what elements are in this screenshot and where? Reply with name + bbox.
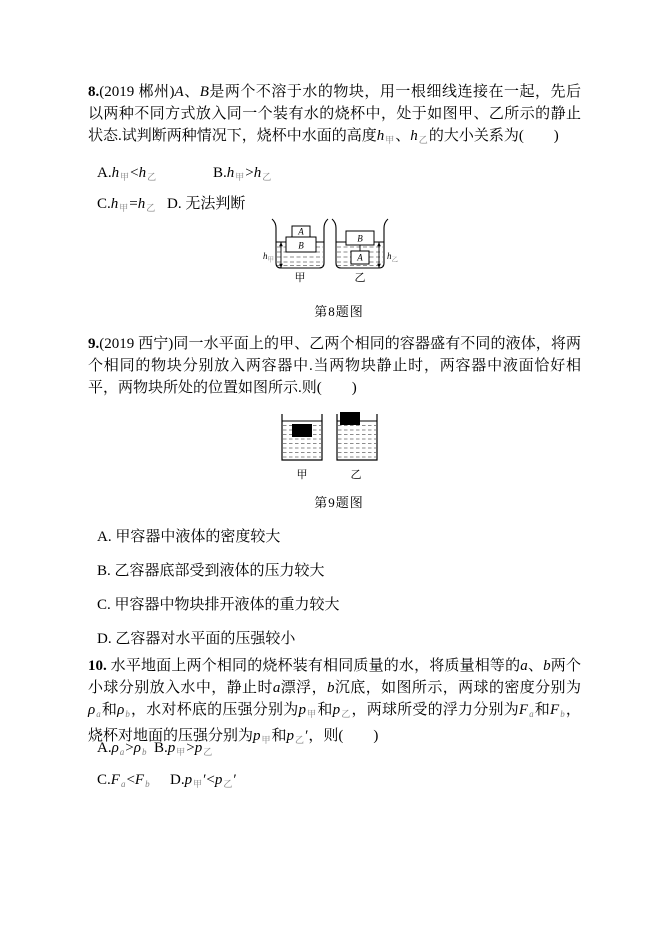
- text-segment: >: [245, 165, 254, 181]
- text-segment: ′，则( ): [305, 728, 379, 744]
- text-segment: 甲: [120, 172, 130, 182]
- text-segment: h: [138, 165, 147, 181]
- text-segment: (2019 郴州): [99, 84, 175, 100]
- text-segment: p: [167, 740, 176, 756]
- text-segment: 和: [101, 702, 118, 718]
- text-segment: ′: [233, 772, 237, 788]
- text-segment: 乙: [146, 203, 156, 213]
- text-segment: 10.: [88, 658, 107, 674]
- text-segment: p: [214, 772, 223, 788]
- block-b-right-label: B: [357, 233, 363, 244]
- text-segment: b: [125, 709, 130, 719]
- text-segment: 水平地面上两个相同的烧杯装有相同质量的水，将质量相等的: [106, 658, 521, 674]
- q8-option-a: [97, 163, 157, 187]
- text-segment: 两个小球分别放入水中，静止时: [88, 658, 581, 696]
- text-segment: p: [332, 702, 341, 718]
- text-segment: h: [410, 128, 418, 144]
- text-segment: >: [125, 740, 134, 756]
- text-segment: b: [141, 747, 147, 757]
- figure-8-caption: 第8题图: [314, 304, 364, 319]
- text-segment: p: [298, 702, 306, 718]
- text-segment: 乙: [223, 779, 233, 789]
- text-segment: a: [119, 747, 125, 757]
- floating-block: [340, 412, 360, 425]
- q10-option-c: [97, 770, 151, 794]
- text-segment: 、: [527, 658, 544, 674]
- text-segment: A: [174, 84, 184, 100]
- text-segment: ρ: [133, 740, 141, 756]
- text-segment: 、: [183, 84, 200, 100]
- q8-option-d: [167, 194, 245, 214]
- text-segment: C.: [97, 772, 111, 788]
- text-segment: ρ: [111, 740, 119, 756]
- text-segment: F: [518, 702, 529, 718]
- text-segment: ，烧杯对地面的压强分别为: [88, 702, 581, 744]
- q10-option-b: [154, 738, 213, 762]
- h-jia-label: h甲: [263, 251, 274, 264]
- text-segment: 8.: [88, 84, 100, 100]
- container-yi: [337, 412, 377, 481]
- figure-8: [256, 218, 406, 290]
- text-segment: 乙: [147, 172, 157, 182]
- container-yi-label: 乙: [350, 469, 362, 481]
- text-segment: D.: [170, 772, 185, 788]
- text-segment: B.: [213, 165, 227, 181]
- text-segment: a: [529, 709, 534, 719]
- text-segment: h: [253, 165, 262, 181]
- text-segment: B: [199, 84, 209, 100]
- text-segment: 的大小关系为( ): [428, 128, 559, 144]
- text-segment: 乙: [341, 709, 351, 719]
- block-a-right-label: A: [357, 252, 363, 263]
- q8-option-b: [213, 163, 272, 187]
- beaker-yi: [332, 219, 399, 284]
- question-9-stem: [88, 333, 581, 399]
- question-8-stem: [88, 81, 581, 151]
- text-segment: ′<: [203, 772, 215, 788]
- submerged-block: [292, 424, 312, 437]
- beaker-jia-label: 甲: [294, 272, 306, 284]
- text-segment: p: [194, 740, 203, 756]
- text-segment: h: [226, 165, 235, 181]
- q9-option-a: A. 甲容器中液体的密度较大: [97, 529, 281, 545]
- text-segment: 乙: [295, 735, 305, 745]
- figure-9-caption: 第9题图: [314, 495, 364, 510]
- text-segment: A.: [97, 740, 112, 756]
- text-segment: a: [96, 709, 101, 719]
- text-segment: >: [186, 740, 195, 756]
- text-segment: b: [145, 779, 150, 789]
- text-segment: 是两个不溶于水的物块，用一根细线连接在一起，先后以两种不同方式放入同一个装有水的烧杯中，处于如图甲、乙所示的静止状态.试判断两种情况下，烧杯中水面的高度: [88, 84, 581, 144]
- figure-9: [278, 410, 382, 484]
- text-segment: (2019 西宁)同一水平面上的甲、乙两个相同的容器盛有不同的液体，将两个相同的物块分别放入两容器中.当两物块静止时，两容器中液面恰好相平，两物块所处的位置如图所示.则( ): [88, 336, 581, 396]
- text-segment: D. 无法判断: [167, 196, 246, 212]
- text-segment: 甲: [385, 135, 395, 145]
- beaker-jia: [263, 219, 328, 284]
- text-segment: 9.: [88, 336, 100, 352]
- text-segment: F: [134, 772, 145, 788]
- text-segment: <: [126, 772, 135, 788]
- text-segment: h: [137, 196, 146, 212]
- text-segment: ，两球所受的浮力分别为: [351, 702, 519, 718]
- text-segment: 甲: [235, 172, 245, 182]
- text-segment: 和: [271, 728, 287, 744]
- text-segment: p: [184, 772, 193, 788]
- h-yi-label: h乙: [387, 251, 398, 264]
- text-segment: 甲: [119, 203, 129, 213]
- height-arrow-jia: [279, 242, 283, 268]
- height-arrow-yi: [377, 242, 381, 268]
- text-segment: a: [120, 779, 126, 789]
- q9-option-c: C. 甲容器中物块排开液体的重力较大: [97, 597, 340, 613]
- text-segment: 甲: [193, 779, 203, 789]
- text-segment: C.: [97, 196, 111, 212]
- text-segment: 、: [395, 128, 411, 144]
- text-segment: 漂浮，: [280, 680, 327, 696]
- text-segment: h: [376, 128, 385, 144]
- q10-option-a: [97, 738, 147, 762]
- block-a-left-label: A: [298, 226, 304, 237]
- q9-option-b: B. 乙容器底部受到液体的压力较大: [97, 563, 325, 579]
- text-segment: a: [272, 680, 281, 696]
- container-jia: [282, 414, 322, 481]
- text-segment: ρ: [117, 702, 125, 718]
- q10-option-d: [170, 770, 237, 794]
- text-segment: 甲: [306, 709, 317, 719]
- text-segment: p: [286, 728, 295, 744]
- text-segment: <: [130, 165, 139, 181]
- text-segment: B.: [154, 740, 168, 756]
- text-segment: ρ: [88, 702, 96, 718]
- text-segment: h: [111, 165, 120, 181]
- text-segment: 沉底，如图所示，两球的密度分别为: [334, 680, 581, 696]
- text-segment: A.: [97, 165, 112, 181]
- text-segment: =: [129, 196, 138, 212]
- text-segment: b: [560, 709, 565, 719]
- text-segment: p: [253, 728, 261, 744]
- container-jia-label: 甲: [296, 469, 308, 481]
- text-segment: 和: [317, 702, 333, 718]
- text-segment: 乙: [262, 172, 272, 182]
- text-segment: F: [110, 772, 120, 788]
- liquid-dashes: [338, 426, 376, 458]
- text-segment: F: [550, 702, 560, 718]
- q9-option-d: D. 乙容器对水平面的压强较小: [97, 631, 296, 647]
- text-segment: 甲: [176, 747, 186, 757]
- text-segment: ，水对杯底的压强分别为: [130, 702, 299, 718]
- q8-option-c: [97, 194, 156, 218]
- question-10-stem: [88, 655, 581, 751]
- block-b-left-label: B: [298, 240, 304, 251]
- text-segment: 乙: [203, 747, 213, 757]
- text-segment: 甲: [261, 735, 271, 745]
- text-segment: h: [110, 196, 119, 212]
- beaker-yi-label: 乙: [354, 272, 366, 284]
- text-segment: 和: [534, 702, 551, 718]
- text-segment: b: [543, 658, 551, 674]
- text-segment: 乙: [418, 135, 428, 145]
- text-segment: a: [520, 658, 528, 674]
- text-segment: b: [326, 680, 335, 696]
